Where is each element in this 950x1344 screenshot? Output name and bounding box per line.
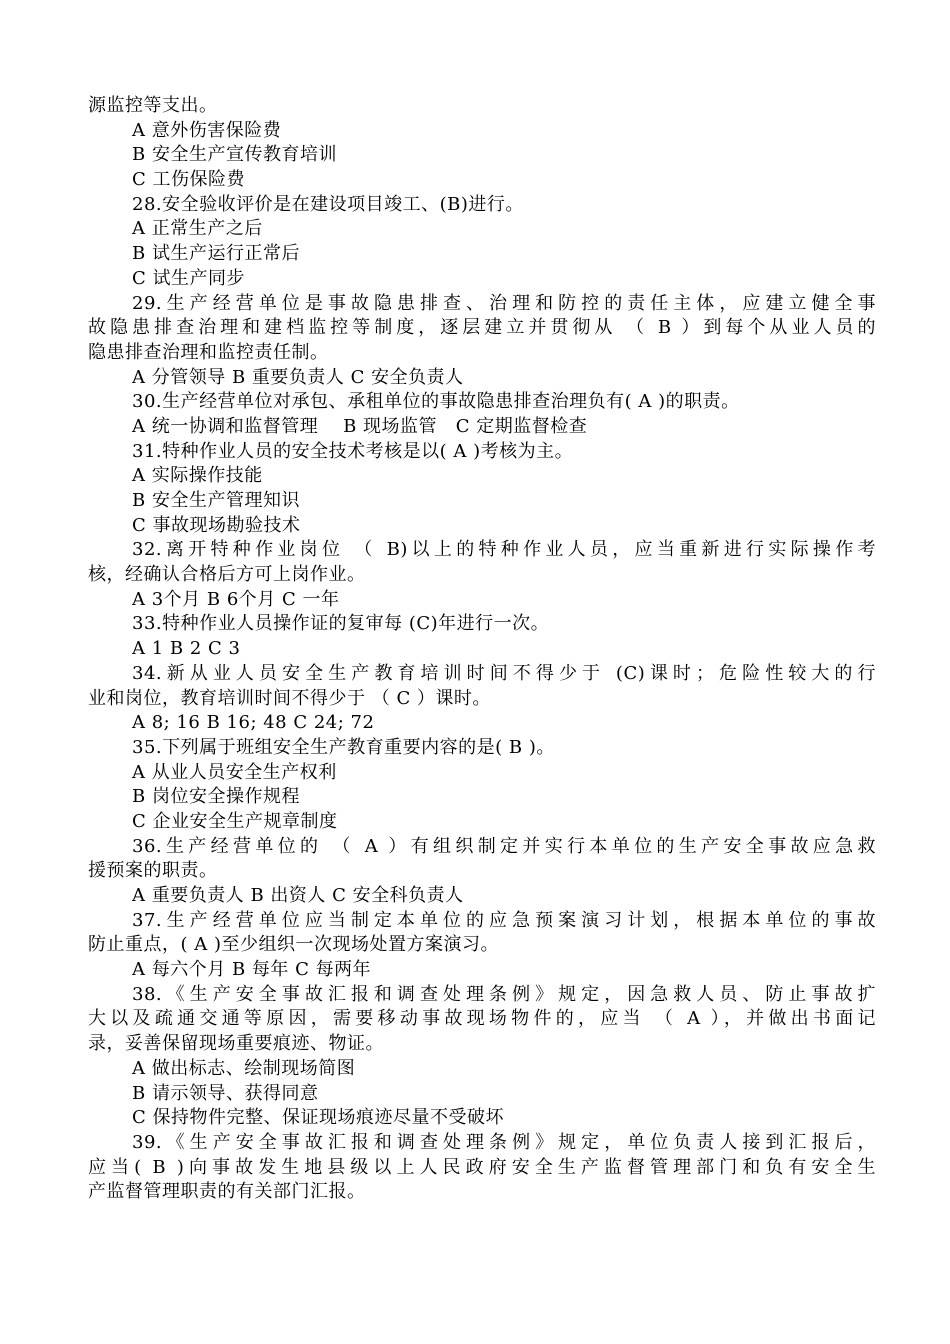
document-body (88, 94, 876, 1205)
answer-option-line: B 岗位安全操作规程 (132, 786, 300, 808)
answer-option-line: B 安全生产宣传教育培训 (132, 144, 337, 166)
answer-option-line: B 安全生产管理知识 (132, 490, 300, 511)
text-line: 录，妥善保留现场重要痕迹、物证。 (88, 1033, 384, 1055)
question-line: 38.《生产安全事故汇报和调查处理条例》规定，因急救人员、防止事故扩 (132, 983, 876, 1005)
text-line: 源监控等支出。 (88, 95, 218, 116)
answer-option-line: A 实际操作技能 (132, 465, 263, 487)
text-line: 产监督管理职责的有关部门汇报。 (88, 1181, 366, 1203)
answer-option-line: B 试生产运行正常后 (132, 243, 300, 265)
question-line: 35.下列属于班组安全生产教育重要内容的是( B )。 (132, 736, 555, 758)
answer-option-line: A 1 B 2 C 3 (132, 638, 241, 660)
question-line: 31.特种作业人员的安全技术考核是以( A )考核为主。 (132, 440, 574, 462)
answer-option-line: A 正常生产之后 (132, 218, 263, 240)
question-line: 30.生产经营单位对承包、承租单位的事故隐患排查治理负有( A )的职责。 (132, 391, 740, 413)
answer-option-line: A 重要负责人 B 出资人 C 安全科负责人 (132, 885, 464, 906)
question-line: 29.生产经营单位是事故隐患排查、治理和防控的责任主体，应建立健全事 (132, 292, 876, 314)
question-line: 34.新从业人员安全生产教育培训时间不得少于 (C)课时；危险性较大的行 (132, 662, 876, 684)
question-line: 37.生产经营单位应当制定本单位的应急预案演习计划，根据本单位的事故 (132, 909, 876, 931)
question-line: 28.安全验收评价是在建设项目竣工、(B)进行。 (132, 193, 524, 215)
text-line: 防止重点，( A )至少组织一次现场处置方案演习。 (88, 934, 499, 956)
answer-option-line: A 意外伤害保险费 (132, 119, 282, 141)
answer-option-line: A 每六个月 B 每年 C 每两年 (132, 959, 372, 981)
answer-option-line: A 做出标志、绘制现场简图 (132, 1057, 356, 1079)
question-line: 33.特种作业人员操作证的复审每 (C)年进行一次。 (132, 613, 550, 635)
answer-option-line: A 分管领导 B 重要负责人 C 安全负责人 (132, 366, 464, 388)
text-line: 大以及疏通交通等原因，需要移动事故现场物件的，应当 （ A ），并做出书面记 (88, 1008, 876, 1030)
text-line: 应当( B )向事故发生地县级以上人民政府安全生产监督管理部门和负有安全生 (88, 1156, 876, 1178)
text-line: 业和岗位，教育培训时间不得少于 （ C ）课时。 (88, 687, 491, 709)
text-line: 隐患排查治理和监控责任制。 (88, 341, 329, 363)
text-line: 核，经确认合格后方可上岗作业。 (88, 564, 366, 586)
answer-option-line: A 3个月 B 6个月 C 一年 (132, 588, 340, 610)
answer-option-line: C 保持物件完整、保证现场痕迹尽量不受破坏 (132, 1107, 504, 1129)
answer-option-line: C 试生产同步 (132, 267, 245, 289)
answer-option-line: A 8; 16 B 16; 48 C 24; 72 (132, 712, 375, 734)
answer-option-line: A 从业人员安全生产权利 (132, 761, 337, 783)
text-line: 援预案的职责。 (88, 860, 218, 882)
question-line: 36.生产经营单位的 （ A ）有组织制定并实行本单位的生产安全事故应急救 (132, 835, 876, 857)
text-line: 故隐患排查治理和建档监控等制度，逐层建立并贯彻从 （ B ）到每个从业人员的 (88, 317, 876, 339)
answer-option-line: C 工伤保险费 (132, 169, 245, 191)
answer-option-line: C 事故现场勘验技术 (132, 514, 301, 536)
answer-option-line: C 企业安全生产规章制度 (132, 810, 338, 832)
question-line: 32.离开特种作业岗位 （ B)以上的特种作业人员，应当重新进行实际操作考 (132, 539, 876, 561)
question-line: 39.《生产安全事故汇报和调查处理条例》规定，单位负责人接到汇报后， (132, 1131, 876, 1153)
answer-option-line: A 统一协调和监督管理 B 现场监管 C 定期监督检查 (132, 415, 588, 437)
answer-option-line: B 请示领导、获得同意 (132, 1082, 319, 1104)
